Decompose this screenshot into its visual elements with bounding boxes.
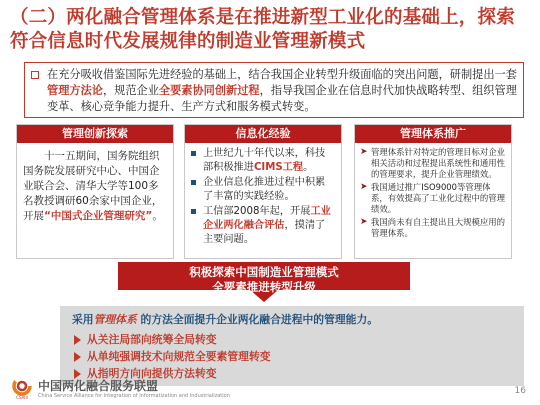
column-management-innovation: [16, 124, 174, 259]
banner-text: 积极探索中国制造业管理模式 全要素推进转型升级: [189, 265, 339, 294]
column-body: 十一五期间，国务院组织国务院发展研究中心、中国企业联合会、清华大学等100多名教授调研60余家中国企业，开展“中国式企业管理研究”。: [23, 150, 163, 222]
list-item: ➤ 我国通过推广ISO9000等管理体系，有效提高了工业化过程中的管理绩效。: [360, 182, 505, 214]
approach-panel: [60, 306, 524, 386]
approach-item: 从关注局部向统筹全局转变: [74, 332, 217, 347]
column-header: 信息化经验: [185, 125, 341, 143]
column-header: 管理体系推广: [355, 125, 511, 143]
arrow-bullet-icon: ➤: [360, 217, 368, 227]
triangle-bullet-icon: [74, 335, 81, 345]
slide-title: （二）两化融合管理体系是在推进新型工业化的基础上，探索符合信息时代发展规律的制造业管理新模式: [10, 7, 515, 52]
square-bullet-icon: [191, 209, 196, 214]
alliance-logo-icon: [10, 376, 34, 400]
triangle-bullet-icon: [74, 352, 81, 362]
approach-item: 从单纯强调技术向规范全要素管理转变: [74, 349, 271, 364]
list-item: 企业信息化推进过程中积累了丰富的实践经验。: [191, 176, 335, 204]
approach-lead: 采用管理体系 的方法全面提升企业两化融合进程中的管理能力。: [72, 313, 379, 326]
square-bullet-icon: [191, 180, 196, 185]
conclusion-banner: [118, 262, 410, 302]
organization-name: 中国两化融合服务联盟: [38, 379, 159, 393]
column-informatization-experience: [184, 124, 342, 259]
intro-box: [24, 62, 524, 118]
column-management-system-promotion: [354, 124, 512, 259]
approach-item: 从指明方向向提供方法转变: [74, 366, 217, 381]
intro-text: 在充分吸收借鉴国际先进经验的基础上，结合我国企业转型升级面临的突出问题，研制提出一套管理方法论，规范企业全要素协同创新过程，指导我国企业在信息时代加快战略转型、组织管理变革、核心竞争能力提升、生产方式和服务模式转变。: [47, 68, 517, 113]
list-item: ➤ 我国尚未有自主提出且大规模应用的管理体系。: [360, 217, 505, 238]
square-bullet-icon: [31, 71, 39, 79]
list-item: 工信部2008年起，开展工业企业两化融合评估，摸清了主要问题。: [191, 205, 335, 247]
square-bullet-icon: [191, 151, 196, 156]
list-item: 上世纪九十年代以来，科技部积极推进CIMS工程。: [191, 147, 335, 175]
arrow-bullet-icon: ➤: [360, 182, 368, 192]
column-header: 管理创新探索: [17, 125, 173, 143]
list-item: ➤ 管理体系针对特定的管理目标对企业相关活动和过程提出系统性和通用性的管理要求，提升企业管理绩效。: [360, 147, 505, 179]
page-number: 16: [514, 386, 526, 396]
arrow-bullet-icon: ➤: [360, 147, 368, 157]
organization-name-english: China Service Alliance for Integration of Informatization and Industrialization: [38, 393, 230, 399]
svg-text:CSAIII: CSAIII: [16, 395, 28, 400]
